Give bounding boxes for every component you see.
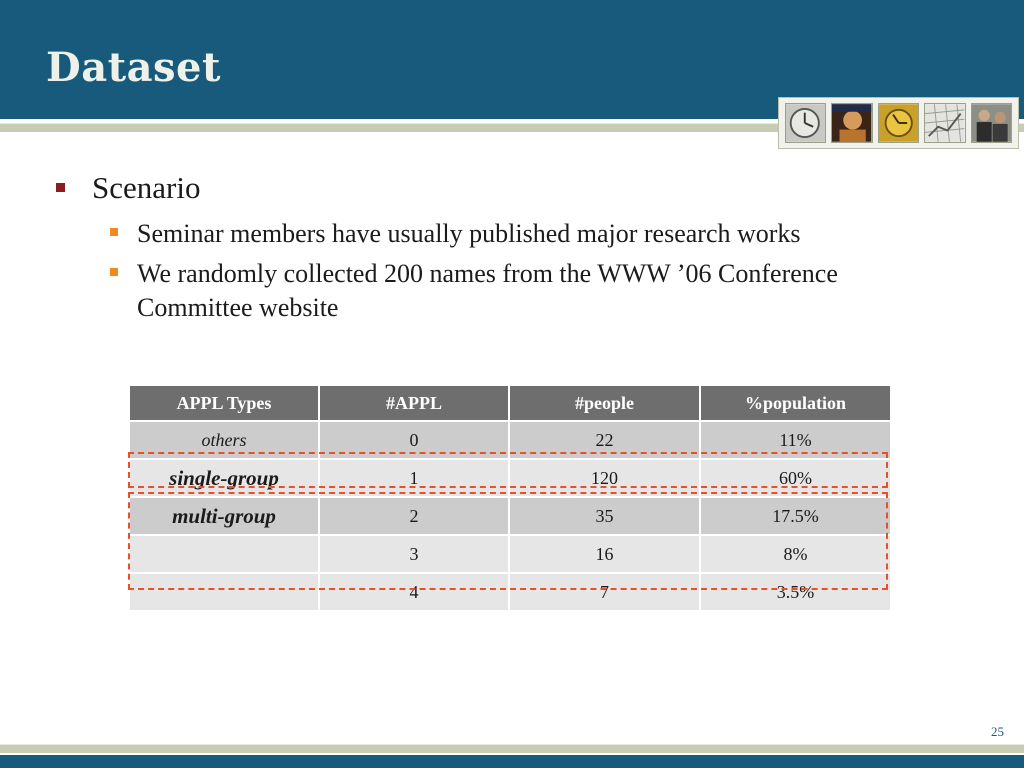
table-row [129, 535, 891, 573]
table-cell: multi-group [129, 497, 319, 535]
table-row [129, 497, 891, 535]
column-header: %population [700, 385, 891, 421]
table-cell: 3.5% [700, 573, 891, 611]
square-bullet-icon [56, 183, 65, 192]
table-row [129, 573, 891, 611]
column-header: APPL Types [129, 385, 319, 421]
table-cell: 17.5% [700, 497, 891, 535]
table-cell: single-group [129, 459, 319, 497]
column-header: #people [509, 385, 700, 421]
business-people-photo [971, 103, 1012, 143]
appl-table [128, 384, 892, 612]
table-cell: 0 [319, 421, 509, 459]
table-cell: 120 [509, 459, 700, 497]
table-cell: 11% [700, 421, 891, 459]
table-cell: 3 [319, 535, 509, 573]
table-cell: 2 [319, 497, 509, 535]
photo-strip [778, 97, 1019, 149]
slide-title: Dataset [46, 44, 221, 91]
person-photo [831, 103, 872, 143]
table-header-row [129, 385, 891, 421]
table-cell [129, 535, 319, 573]
bullet-scenario-text: Scenario [92, 170, 201, 205]
grid-chart-photo [924, 103, 965, 143]
table-cell: 8% [700, 535, 891, 573]
table-cell [129, 573, 319, 611]
square-bullet-icon [110, 268, 118, 276]
page-number: 25 [991, 724, 1004, 739]
table-cell: 16 [509, 535, 700, 573]
table-cell: 35 [509, 497, 700, 535]
footer-band [0, 755, 1024, 768]
table-cell: 60% [700, 459, 891, 497]
clock-photo [785, 103, 826, 143]
table-row [129, 459, 891, 497]
table-cell: 7 [509, 573, 700, 611]
table-row [129, 421, 891, 459]
yellow-clock-photo [878, 103, 919, 143]
footer-rule [0, 744, 1024, 753]
table-cell: 1 [319, 459, 509, 497]
square-bullet-icon [110, 228, 118, 236]
table-cell: 4 [319, 573, 509, 611]
table-cell: others [129, 421, 319, 459]
sub-bullet-1-text: Seminar members have usually published major research works [137, 219, 801, 248]
column-header: #APPL [319, 385, 509, 421]
sub-bullet-2-text: We randomly collected 200 names from the WWW ’06 Conference Committee website [137, 259, 838, 322]
table-cell: 22 [509, 421, 700, 459]
